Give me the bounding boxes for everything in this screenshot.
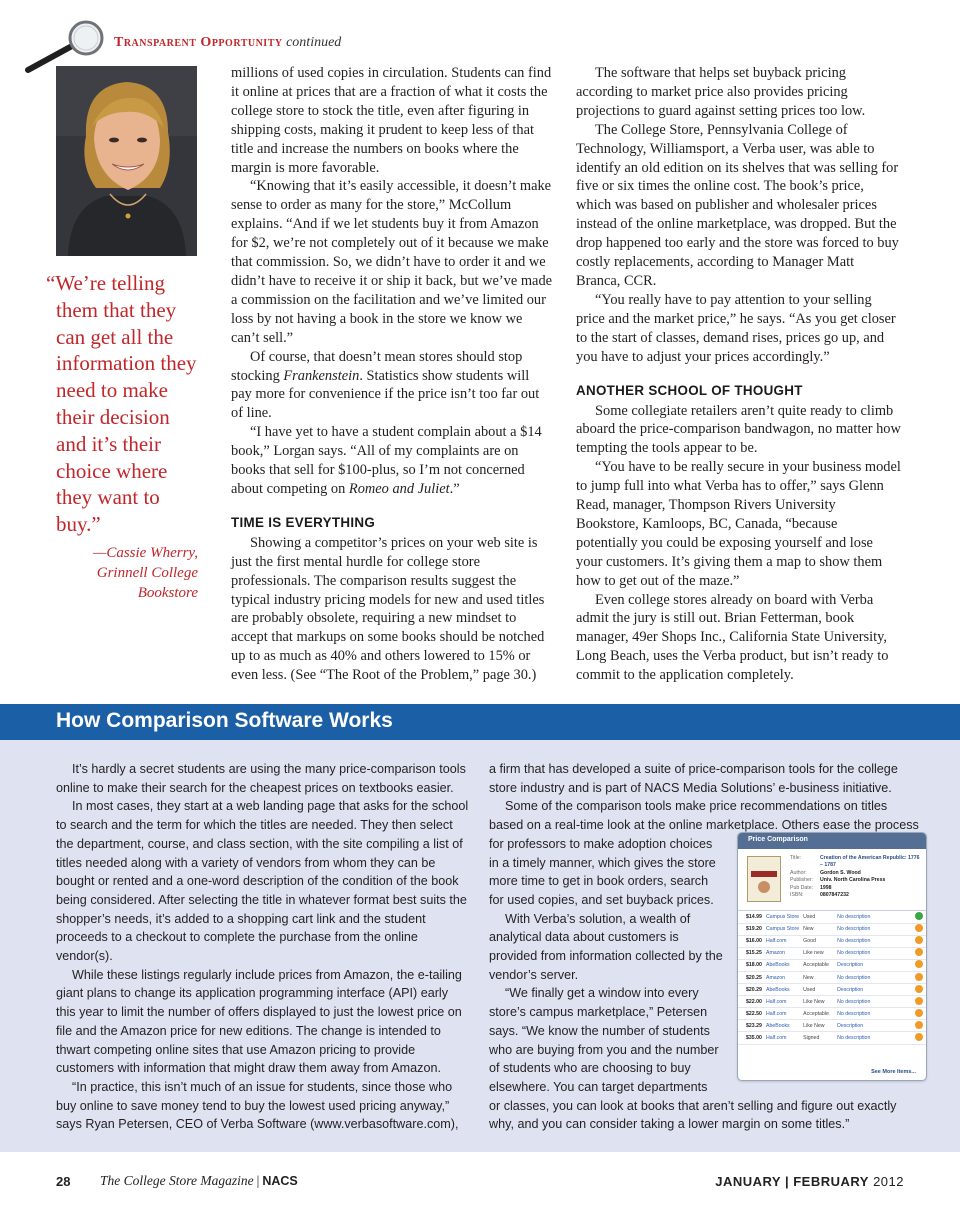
offer-vendor-link[interactable]: Amazon bbox=[764, 971, 801, 983]
meta-value: Univ. North Carolina Press bbox=[820, 877, 886, 884]
meta-row-isbn bbox=[790, 892, 920, 899]
sidebar-paragraph: It’s hardly a secret students are using the many price-comparison tools online to make their search for the cheapest prices on textbooks easier. bbox=[56, 762, 466, 795]
footer-separator: | bbox=[256, 1173, 260, 1188]
offer-row bbox=[738, 947, 926, 959]
paragraph: millions of used copies in circulation. Students can find it online at prices that are a fraction of what it costs the college store to stock the title, even after figuring in shipping costs, making it prudent to keep less of that title and increase the numbers on books where the margin is more favorable. bbox=[231, 65, 552, 176]
meta-label: Pub Date: bbox=[790, 884, 814, 891]
offer-vendor-link[interactable]: AbeBooks bbox=[764, 984, 801, 996]
offer-price: $19.20 bbox=[738, 923, 764, 935]
pull-quote-text: “We’re telling them that they can get all the information they need to make their decision and it’s their choice where they want to buy.” bbox=[46, 271, 197, 537]
offer-action-cell bbox=[912, 923, 926, 935]
offer-description-link[interactable]: No description bbox=[835, 911, 912, 923]
offer-price: $15.25 bbox=[738, 947, 764, 959]
widget-title: Price Comparison bbox=[738, 833, 926, 849]
attribution-org-line1: Grinnell College bbox=[96, 565, 198, 581]
meta-row-pub-date bbox=[790, 885, 920, 892]
sidebar-paragraph: a firm that has developed a suite of price-comparison tools for the college store industry and is part of NACS Media Solutions’ e-business initiative. bbox=[489, 762, 898, 795]
portrait-photo bbox=[56, 66, 197, 256]
cart-icon[interactable] bbox=[915, 1021, 923, 1029]
offers-table bbox=[738, 911, 926, 1045]
sidebar-paragraph: Some of the comparison tools make price recommendations on titles based on a real-time look at the online marketplace. Others ease the process bbox=[489, 799, 919, 833]
offer-description-link[interactable]: Description bbox=[835, 1020, 912, 1032]
offer-row bbox=[738, 923, 926, 935]
offer-description-link[interactable]: No description bbox=[835, 923, 912, 935]
sidebar-paragraph: “In practice, this isn’t much of an issue for students, since those who buy online to save money tend to buy the lowest used pricing anyway,” says Ryan Petersen, CEO of Verba Software (www.verbasoftware.com), bbox=[56, 1079, 459, 1132]
issue-months: JANUARY | FEBRUARY bbox=[715, 1174, 869, 1189]
book-meta bbox=[790, 855, 920, 899]
offer-row bbox=[738, 1008, 926, 1020]
issue-year: 2012 bbox=[873, 1174, 904, 1189]
offer-row bbox=[738, 984, 926, 996]
offer-row bbox=[738, 996, 926, 1008]
attribution-name: —Cassie Wherry, bbox=[93, 545, 198, 561]
pull-quote-attribution bbox=[40, 543, 198, 603]
page-footer bbox=[0, 1170, 960, 1200]
meta-label: Publisher: bbox=[790, 877, 814, 884]
sidebar-column-1 bbox=[56, 760, 471, 1134]
offer-action-cell bbox=[912, 971, 926, 983]
meta-label: Author: bbox=[790, 869, 807, 876]
offer-description-link[interactable]: No description bbox=[835, 1008, 912, 1020]
sidebar-paragraph: While these listings regularly include prices from Amazon, the e-tailing giant plans to change its application programming interface (API) early this year to limit the number of offers displayed to just the lowest price on file and the Amazon price for new editions. The change is intended to thwart competing online sites that use Amazon pricing to provide customers with information that might draw them away from Amazon. bbox=[56, 967, 462, 1076]
offer-description-link[interactable]: No description bbox=[835, 935, 912, 947]
see-more-link[interactable]: See More Items... bbox=[871, 1069, 916, 1075]
offer-description-link[interactable]: No description bbox=[835, 971, 912, 983]
book-title-link[interactable]: Creation of the American Republic: 1776 – 1787 bbox=[820, 855, 920, 869]
offer-action-cell bbox=[912, 947, 926, 959]
article-column-1 bbox=[231, 64, 553, 685]
offer-action-cell bbox=[912, 1032, 926, 1044]
cart-icon[interactable] bbox=[915, 948, 923, 956]
offer-condition: Used bbox=[801, 911, 835, 923]
offer-action-cell bbox=[912, 911, 926, 923]
cart-icon[interactable] bbox=[915, 924, 923, 932]
paragraph: Some collegiate retailers aren’t quite ready to climb aboard the price-comparison bandwagon, no matter how tempting the tools appear to be. bbox=[576, 402, 901, 457]
offer-description-link[interactable]: Description bbox=[835, 984, 912, 996]
price-comparison-widget bbox=[737, 832, 927, 1081]
offer-condition: New bbox=[801, 923, 835, 935]
cart-icon[interactable] bbox=[915, 973, 923, 981]
offer-condition: New bbox=[801, 971, 835, 983]
offer-price: $20.25 bbox=[738, 971, 764, 983]
offer-description-link[interactable]: No description bbox=[835, 996, 912, 1008]
subhead-time-is-everything: TIME IS EVERYTHING bbox=[231, 514, 376, 530]
offer-condition: Good bbox=[801, 935, 835, 947]
meta-row-title bbox=[790, 855, 920, 870]
continued-label: continued bbox=[286, 35, 342, 50]
cart-icon[interactable] bbox=[915, 936, 923, 944]
offer-action-cell bbox=[912, 996, 926, 1008]
offer-vendor-link[interactable]: Campus Store bbox=[764, 911, 801, 923]
offer-vendor-link[interactable]: Half.com bbox=[764, 1008, 801, 1020]
paragraph: “You have to be really secure in your business model to jump full into what Verba has to offer,” says Glenn Read, manager, Thompson Rivers University Bookstore, Kamloops, BC, Canada, “because potentially you could be exposing yourself and lose your customers. It’s giving them a map to show them how to get out of the maze.” bbox=[576, 459, 901, 589]
meta-value: Gordon S. Wood bbox=[820, 869, 861, 876]
offer-price: $23.29 bbox=[738, 1020, 764, 1032]
offer-description-link[interactable]: No description bbox=[835, 1032, 912, 1044]
attribution-org-line2: Bookstore bbox=[137, 585, 198, 601]
sidebar-paragraph: With Verba’s solution, a wealth of analytical data about customers is provided from information collected by the vendor’s server. bbox=[489, 911, 723, 982]
meta-value: 0807847232 bbox=[820, 892, 849, 899]
pull-quote bbox=[44, 270, 204, 538]
paragraph bbox=[231, 423, 553, 499]
publisher-org: NACS bbox=[262, 1174, 298, 1188]
book-title: Romeo and Juliet bbox=[348, 480, 450, 497]
offer-action-cell bbox=[912, 1020, 926, 1032]
offer-vendor-link[interactable]: AbeBooks bbox=[764, 959, 801, 971]
offer-condition: Acceptable bbox=[801, 1008, 835, 1020]
offer-price: $35.00 bbox=[738, 1032, 764, 1044]
paragraph: “You really have to pay attention to your selling price and the market price,” he says. “As you get closer to the start of classes, demand rises, prices go up, and you have to adjust your prices accordingly.” bbox=[576, 291, 896, 365]
cart-icon[interactable] bbox=[915, 1009, 923, 1017]
section-title: Transparent Opportunity bbox=[114, 35, 283, 50]
paragraph-text: .” bbox=[449, 480, 460, 497]
publication-name: The College Store Magazine bbox=[100, 1173, 254, 1188]
offer-condition: Used bbox=[801, 984, 835, 996]
meta-row-author bbox=[790, 870, 920, 877]
offer-vendor-link[interactable]: Campus Store bbox=[764, 923, 801, 935]
running-head bbox=[114, 35, 341, 51]
sidebar-paragraph: or classes, you can look at books that aren’t selling and figure out exactly why, and you can consider taking a lower margin on some titles.” bbox=[489, 1098, 897, 1132]
publication-line bbox=[100, 1173, 298, 1189]
book-cover-band bbox=[751, 871, 777, 877]
sidebar-paragraph: “We finally get a window into every store’s campus marketplace,” Petersen says. “We know the number of students who are buying from you and the number of students who are choosing to buy elsewhere. You can target departments bbox=[489, 986, 719, 1094]
book-title: Frankenstein bbox=[283, 367, 360, 384]
paragraph-text: Of course, that doesn’t mean stores should stop stocking bbox=[231, 348, 523, 384]
offer-row bbox=[738, 1020, 926, 1032]
offer-action-cell bbox=[912, 984, 926, 996]
paragraph: Even college stores already on board with Verba admit the jury is still out. Brian Fetterman, book manager, 49er Shops Inc., California State University, Long Beach, uses the Verba product, but isn’t ready to commit to the application completely. bbox=[576, 591, 889, 684]
offer-price: $22.00 bbox=[738, 996, 764, 1008]
article-column-2 bbox=[576, 64, 902, 685]
offer-vendor-link[interactable]: Half.com bbox=[764, 1032, 801, 1044]
offer-condition: Like New bbox=[801, 1020, 835, 1032]
meta-row-publisher bbox=[790, 877, 920, 884]
offer-row bbox=[738, 971, 926, 983]
offer-price: $14.99 bbox=[738, 911, 764, 923]
page-number: 28 bbox=[56, 1174, 71, 1189]
offer-row bbox=[738, 935, 926, 947]
meta-label: ISBN: bbox=[790, 892, 804, 899]
check-icon[interactable] bbox=[915, 912, 923, 920]
book-cover-image bbox=[747, 856, 781, 902]
cart-icon[interactable] bbox=[915, 960, 923, 968]
offer-description-link[interactable]: No description bbox=[835, 947, 912, 959]
meta-value: 1998 bbox=[820, 884, 832, 891]
book-details bbox=[738, 849, 926, 911]
sidebar-paragraph: In most cases, they start at a web landing page that asks for the school to search and the term for which the titles are needed. They then select the department, course, and class section, with the site compiling a list of titles needed along with a variety of vendors from whom they can be bought or rented and a one-word description of the condition of the book being considered. After selecting the title in whatever format best suits the shopper’s needs, it’s added to a shopping cart link and the student proceeds to a checkout to complete the purchase from the online vendor(s). bbox=[56, 799, 469, 964]
paragraph-text: . Statistics show students will pay more for convenience if the price isn’t too far out of line. bbox=[231, 367, 540, 422]
offer-condition: Like New bbox=[801, 996, 835, 1008]
paragraph: Showing a competitor’s prices on your web site is just the first mental hurdle for college store professionals. The comparison results suggest the typical industry pricing models for new and used titles are probably obsolete, requiring a new mindset to accept that markups on some books should be notched up to as much as 40% and others lowered to 15% or even less. (See “The Root of the Problem,” page 30.) bbox=[231, 534, 545, 684]
paragraph-text: “I have yet to have a student complain about a $14 book,” Lorgan says. “All of my complaints are on books that sell for $100-plus, so I’m not concerned about competing on bbox=[231, 424, 542, 497]
offer-vendor-link[interactable]: Half.com bbox=[764, 996, 801, 1008]
sidebar-paragraph: for professors to make adoption choices in a timely manner, which gives the store more time to get in book orders, search for used copies, and set buyback prices. bbox=[489, 836, 716, 907]
offer-price: $18.00 bbox=[738, 959, 764, 971]
cart-icon[interactable] bbox=[915, 985, 923, 993]
sidebar-title: How Comparison Software Works bbox=[56, 709, 393, 732]
offer-vendor-link[interactable]: AbeBooks bbox=[764, 1020, 801, 1032]
paragraph bbox=[231, 348, 553, 424]
offer-vendor-link[interactable]: Amazon bbox=[764, 947, 801, 959]
offer-action-cell bbox=[912, 959, 926, 971]
cart-icon[interactable] bbox=[915, 1033, 923, 1041]
offer-price: $20.29 bbox=[738, 984, 764, 996]
issue-date bbox=[715, 1174, 904, 1189]
paragraph: The College Store, Pennsylvania College of Technology, Williamsport, a Verba user, was able to identify an old edition on its shelves that was selling for five or six times the online cost. The book’s price, which was based on publisher and wholesaler prices instead of the online marketplace, was dropped. But the drop happened too early and the store was forced to buy costly replacements, according to Manager Matt Branca, CCR. bbox=[576, 121, 899, 289]
offer-condition: Like new bbox=[801, 947, 835, 959]
offer-action-cell bbox=[912, 1008, 926, 1020]
offer-price: $22.50 bbox=[738, 1008, 764, 1020]
book-cover-seal bbox=[758, 881, 770, 893]
sidebar-title-bar bbox=[0, 704, 960, 740]
offer-action-cell bbox=[912, 935, 926, 947]
offer-row bbox=[738, 911, 926, 923]
offer-vendor-link[interactable]: Half.com bbox=[764, 935, 801, 947]
offer-price: $16.00 bbox=[738, 935, 764, 947]
offer-description-link[interactable]: Description bbox=[835, 959, 912, 971]
subhead-another-school-of-thought: ANOTHER SCHOOL OF THOUGHT bbox=[576, 382, 803, 398]
offer-condition: Acceptable bbox=[801, 959, 835, 971]
paragraph: The software that helps set buyback pricing according to market price also provides pricing projections to guard against setting prices too low. bbox=[576, 65, 866, 119]
cart-icon[interactable] bbox=[915, 997, 923, 1005]
meta-label: Title: bbox=[790, 855, 802, 861]
offer-condition: Signed bbox=[801, 1032, 835, 1044]
paragraph: “Knowing that it’s easily accessible, it doesn’t make sense to order as many for the store,” McCollum explains. “And if we let students buy it from Amazon for $2, we’re not completely out of it because we make that commission. So, we didn’t have to order it and we didn’t have to receive it or ship it back, but we’ve made a commission on the facilitation and we’ve limited our loss by not having a book in the store we know we can’t sell.” bbox=[231, 178, 553, 346]
offer-row bbox=[738, 959, 926, 971]
offer-row bbox=[738, 1032, 926, 1044]
